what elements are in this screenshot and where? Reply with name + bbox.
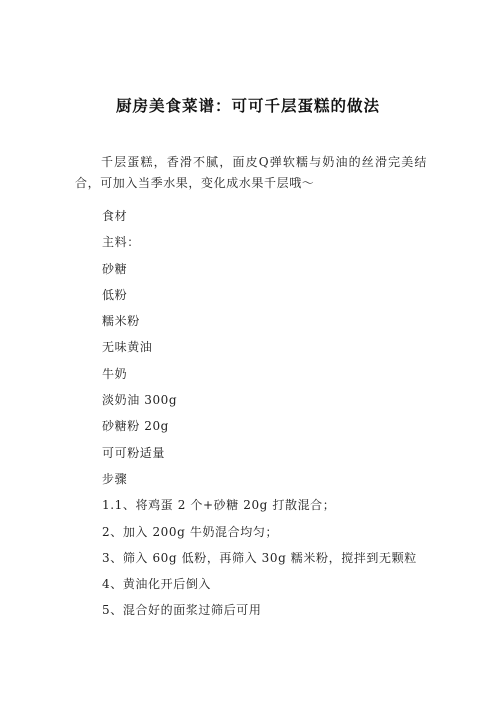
recipe-lines [102,208,417,629]
section-heading-ingredients: 食材 [102,209,128,223]
section-label-main-ingredients: 主料： [102,235,140,250]
ingredient-item: 可可粉适量 [102,445,166,460]
ingredient-item: 砂糖 [102,261,128,276]
step-item: 2、加入 200g 牛奶混合均匀； [102,524,279,539]
document-title: 厨房美食菜谱：可可千层蛋糕的做法 [115,97,380,115]
intro-paragraph: 千层蛋糕，香滑不腻，面皮Q弹软糯与奶油的丝滑完美结合，可加入当季水果，变化成水果千层哦～ [75,155,427,190]
step-item: 3、筛入 60g 低粉，再筛入 30g 糯米粉，搅拌到无颗粒 [102,550,417,565]
ingredient-item: 糯米粉 [102,314,140,329]
section-heading-steps: 步骤 [102,471,128,486]
ingredient-item: 砂糖粉 20g [102,419,169,434]
step-item: 5、混合好的面浆过筛后可用 [102,603,262,618]
ingredient-item: 牛奶 [102,366,128,381]
ingredient-item: 低粉 [102,287,128,302]
step-item: 1.1、将鸡蛋 2 个+砂糖 20g 打散混合； [102,498,336,513]
ingredient-item: 无味黄油 [102,340,153,355]
step-item: 4、黄油化开后倒入 [102,577,212,592]
ingredient-item: 淡奶油 300g [102,393,178,408]
